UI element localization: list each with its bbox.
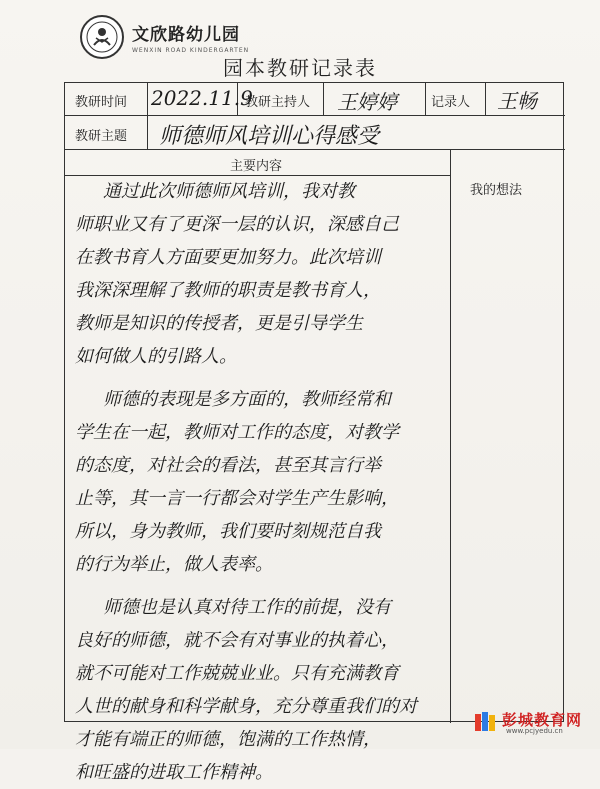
content-line: 学生在一起，教师对工作的态度，对教学 xyxy=(75,422,399,443)
content-line: 才能有端正的师德，饱满的工作热情， xyxy=(75,729,381,750)
watermark-text: 彭城教育网 xyxy=(502,711,583,729)
content-line: 和旺盛的进取工作精神。 xyxy=(75,762,273,783)
recorder-label: 记录人 xyxy=(431,95,471,110)
content-line: 如何做人的引路人。 xyxy=(75,346,237,367)
content-line: 在教书育人方面要更加努力。此次培训 xyxy=(75,247,381,268)
content-line: 的态度，对社会的看法，甚至其言行举 xyxy=(75,455,381,476)
content-line: 我深深理解了教师的职责是教书育人， xyxy=(75,280,381,301)
host-label: 教研主持人 xyxy=(245,95,311,110)
time-label: 教研时间 xyxy=(75,95,128,110)
main-content-label: 主要内容 xyxy=(230,159,283,174)
row-divider xyxy=(65,115,565,116)
col-divider xyxy=(323,83,324,115)
content-line: 师德的表现是多方面的，教师经常和 xyxy=(103,389,391,410)
topic-value: 师德师风培训心得感受 xyxy=(159,124,380,149)
col-divider xyxy=(485,83,486,115)
col-divider xyxy=(425,83,426,115)
content-line: 教师是知识的传授者，更是引导学生 xyxy=(75,313,363,334)
col-divider xyxy=(147,83,148,149)
content-line: 人世的献身和科学献身，充分尊重我们的对 xyxy=(75,696,417,717)
content-line: 止等，其一言一行都会对学生产生影响， xyxy=(75,488,399,509)
content-line: 所以，身为教师，我们要时刻规范自我 xyxy=(75,521,381,542)
content-line: 通过此次师德师风培训，我对教 xyxy=(103,181,355,202)
content-line: 的行为举止，做人表率。 xyxy=(75,554,273,575)
recorder-value: 王畅 xyxy=(497,89,537,113)
handwritten-content xyxy=(75,175,440,789)
host-value: 王婷婷 xyxy=(337,90,397,114)
content-line: 就不可能对工作兢兢业业。只有充满教育 xyxy=(75,663,399,684)
topic-label: 教研主题 xyxy=(75,129,128,144)
content-line: 师职业又有了更深一层的认识，深感自己 xyxy=(75,214,399,235)
school-name: 文欣路幼儿园 xyxy=(132,25,240,45)
thoughts-label: 我的想法 xyxy=(470,183,523,198)
book-logo-icon xyxy=(474,711,498,733)
content-line: 良好的师德，就不会有对事业的执着心， xyxy=(75,630,399,651)
school-name-en: WENXIN ROAD KINDERGARTEN xyxy=(132,47,250,54)
col-divider xyxy=(450,149,451,723)
site-watermark xyxy=(474,707,594,737)
content-line: 师德也是认真对待工作的前提，没有 xyxy=(103,597,391,618)
time-value: 2022.11.9 xyxy=(151,86,253,110)
form-title: 园本教研记录表 xyxy=(223,56,377,80)
watermark-url: www.pcjyedu.cn xyxy=(506,727,563,735)
